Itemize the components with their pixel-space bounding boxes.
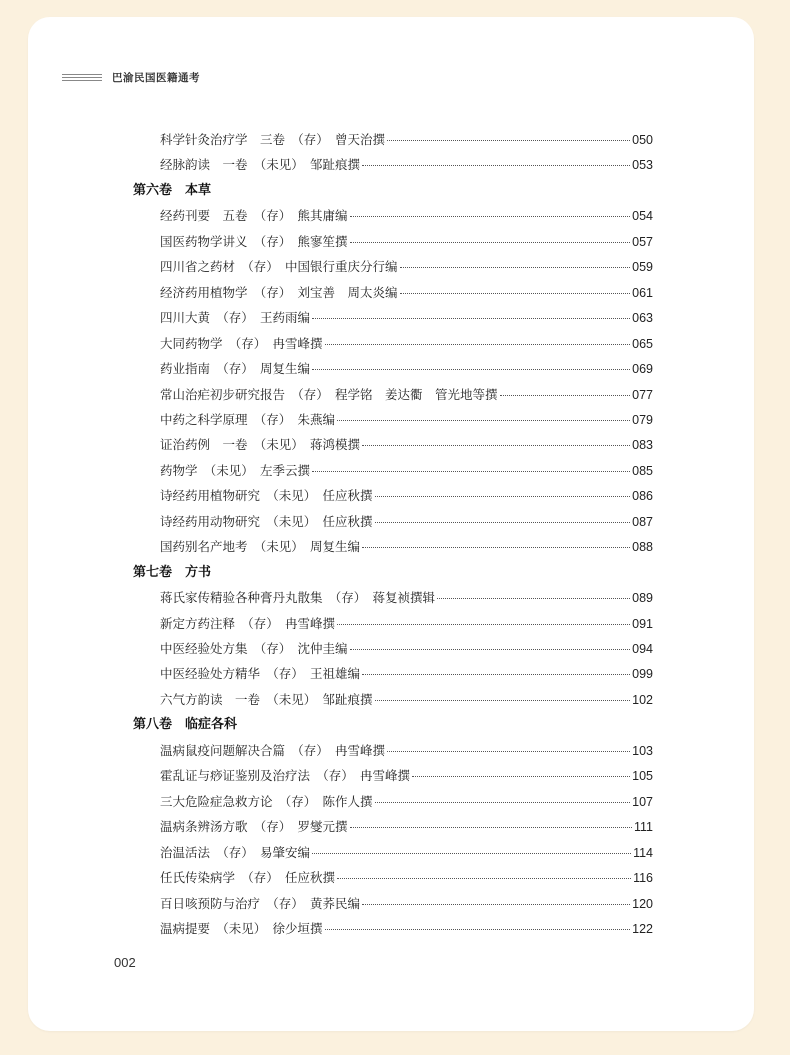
entry-title: 温病鼠疫问题解决合篇 （存） 冉雪峰撰 [160, 743, 386, 758]
entry-page-number: 061 [632, 286, 653, 300]
section-heading: 第六卷 本草 [133, 183, 212, 198]
dot-leader [325, 929, 631, 930]
toc-entry[interactable] [160, 310, 653, 326]
entry-title: 四川省之药材 （存） 中国银行重庆分行编 [160, 259, 398, 274]
entry-page-number: 050 [632, 133, 653, 147]
dot-leader [312, 471, 630, 472]
dot-leader [387, 140, 630, 141]
toc-entry[interactable] [160, 743, 653, 759]
toc-entry[interactable] [160, 590, 653, 606]
entry-page-number: 053 [632, 158, 653, 172]
dot-leader [337, 878, 631, 879]
entry-title: 霍乱证与痧证鉴别及治疗法 （存） 冉雪峰撰 [160, 768, 411, 783]
toc-entry[interactable] [160, 208, 653, 224]
entry-page-number: 054 [632, 209, 653, 223]
entry-page-number: 094 [632, 642, 653, 656]
entry-title: 中药之科学原理 （存） 朱燕编 [160, 412, 336, 427]
entry-title: 诗经药用动物研究 （未见） 任应秋撰 [160, 514, 373, 529]
entry-page-number: 079 [632, 413, 653, 427]
entry-page-number: 077 [632, 388, 653, 402]
entry-title: 任氏传染病学 （存） 任应秋撰 [160, 870, 336, 885]
entry-page-number: 059 [632, 260, 653, 274]
entry-title: 中医经验处方精华 （存） 王祖雄编 [160, 666, 361, 681]
dot-leader [412, 776, 630, 777]
entry-page-number: 088 [632, 540, 653, 554]
entry-page-number: 089 [632, 591, 653, 605]
entry-title: 中医经验处方集 （存） 沈仲圭编 [160, 641, 348, 656]
entry-page-number: 065 [632, 337, 653, 351]
entry-page-number: 120 [632, 897, 653, 911]
dot-leader [312, 369, 630, 370]
dot-leader [362, 674, 630, 675]
toc-entry[interactable] [160, 437, 653, 453]
entry-page-number: 087 [632, 515, 653, 529]
dot-leader [350, 242, 631, 243]
dot-leader [387, 751, 630, 752]
entry-title: 三大危险症急救方论 （存） 陈作人撰 [160, 794, 373, 809]
entry-title: 四川大黄 （存） 王药雨编 [160, 310, 311, 325]
entry-page-number: 116 [633, 871, 653, 885]
toc-entry[interactable] [160, 896, 653, 912]
entry-title: 温病条辨汤方歌 （存） 罗燮元撰 [160, 819, 348, 834]
section-heading: 第八卷 临症各科 [133, 717, 238, 732]
dot-leader [337, 420, 630, 421]
entry-page-number: 069 [632, 362, 653, 376]
toc-entry[interactable] [160, 157, 653, 173]
toc-entry[interactable] [160, 514, 653, 530]
entry-title: 诗经药用植物研究 （未见） 任应秋撰 [160, 488, 373, 503]
entry-page-number: 086 [632, 489, 653, 503]
entry-title: 经济药用植物学 （存） 刘宝善 周太炎编 [160, 285, 398, 300]
entry-title: 国药别名产地考 （未见） 周复生编 [160, 539, 361, 554]
entry-title: 温病提要 （未见） 徐少垣撰 [160, 921, 323, 936]
entry-page-number: 111 [633, 820, 653, 834]
dot-leader [362, 445, 630, 446]
dot-leader [362, 547, 630, 548]
toc-entry[interactable] [160, 845, 653, 861]
toc-entry[interactable] [160, 819, 653, 835]
toc-entry[interactable] [160, 132, 653, 148]
entry-title: 六气方韵读 一卷 （未见） 邹趾痕撰 [160, 692, 373, 707]
toc-entry[interactable] [160, 768, 653, 784]
dot-leader [375, 496, 631, 497]
entry-page-number: 085 [632, 464, 653, 478]
dot-leader [350, 216, 631, 217]
running-header [62, 70, 200, 85]
entry-page-number: 114 [633, 846, 653, 860]
toc-entry[interactable] [160, 666, 653, 682]
entry-title: 经脉韵读 一卷 （未见） 邹趾痕撰 [160, 157, 361, 172]
toc-entry[interactable] [160, 692, 653, 708]
entry-title: 百日咳预防与治疗 （存） 黄荞民编 [160, 896, 361, 911]
entry-title: 治温活法 （存） 易肇安编 [160, 845, 311, 860]
toc-entry[interactable] [160, 488, 653, 504]
toc-entry[interactable] [160, 539, 653, 555]
dot-leader [350, 649, 631, 650]
entry-title: 常山治疟初步研究报告 （存） 程学铭 姜达衢 管光地等撰 [160, 387, 498, 402]
toc-entry[interactable] [160, 412, 653, 428]
page-number: 002 [114, 955, 136, 970]
dot-leader [437, 598, 630, 599]
dot-leader [350, 827, 632, 828]
toc-entry[interactable] [160, 234, 653, 250]
toc-entry[interactable] [160, 387, 653, 403]
entry-page-number: 103 [632, 744, 653, 758]
entry-title: 药业指南 （存） 周复生编 [160, 361, 311, 376]
entry-page-number: 122 [632, 922, 653, 936]
toc-entry[interactable] [160, 361, 653, 377]
dot-leader [375, 522, 631, 523]
entry-title: 科学针灸治疗学 三卷 （存） 曾天治撰 [160, 132, 386, 147]
header-rule-lines [62, 74, 102, 82]
entry-title: 药物学 （未见） 左季云撰 [160, 463, 311, 478]
entry-title: 证治药例 一卷 （未见） 蒋鸿模撰 [160, 437, 361, 452]
entry-title: 新定方药注释 （存） 冉雪峰撰 [160, 616, 336, 631]
dot-leader [312, 853, 631, 854]
running-title: 巴渝民国医籍通考 [112, 72, 200, 84]
entry-title: 国医药物学讲义 （存） 熊寥笙撰 [160, 234, 348, 249]
dot-leader [325, 344, 631, 345]
entry-title: 经药刊要 五卷 （存） 熊其庸编 [160, 208, 348, 223]
dot-leader [375, 802, 631, 803]
entry-title: 蒋氏家传精验各种膏丹丸散集 （存） 蒋复祯撰辑 [160, 590, 436, 605]
entry-page-number: 083 [632, 438, 653, 452]
section-heading: 第七卷 方书 [133, 565, 212, 580]
dot-leader [337, 624, 630, 625]
toc-entry[interactable] [160, 463, 653, 479]
dot-leader [362, 165, 630, 166]
dot-leader [362, 904, 630, 905]
entry-page-number: 091 [632, 617, 653, 631]
toc-entry[interactable] [160, 870, 653, 886]
entry-page-number: 105 [632, 769, 653, 783]
entry-page-number: 102 [632, 693, 653, 707]
toc-entry[interactable] [160, 616, 653, 632]
entry-title: 大同药物学 （存） 冉雪峰撰 [160, 336, 323, 351]
dot-leader [500, 395, 631, 396]
entry-page-number: 057 [632, 235, 653, 249]
entry-page-number: 099 [632, 667, 653, 681]
dot-leader [400, 293, 631, 294]
toc-entry[interactable] [160, 794, 653, 810]
dot-leader [312, 318, 630, 319]
toc-entry[interactable] [160, 259, 653, 275]
toc-entry[interactable] [160, 336, 653, 352]
dot-leader [400, 267, 631, 268]
toc-entry[interactable] [160, 641, 653, 657]
entry-page-number: 107 [632, 795, 653, 809]
toc-entry[interactable] [160, 921, 653, 937]
dot-leader [375, 700, 631, 701]
toc-entry[interactable] [160, 285, 653, 301]
entry-page-number: 063 [632, 311, 653, 325]
